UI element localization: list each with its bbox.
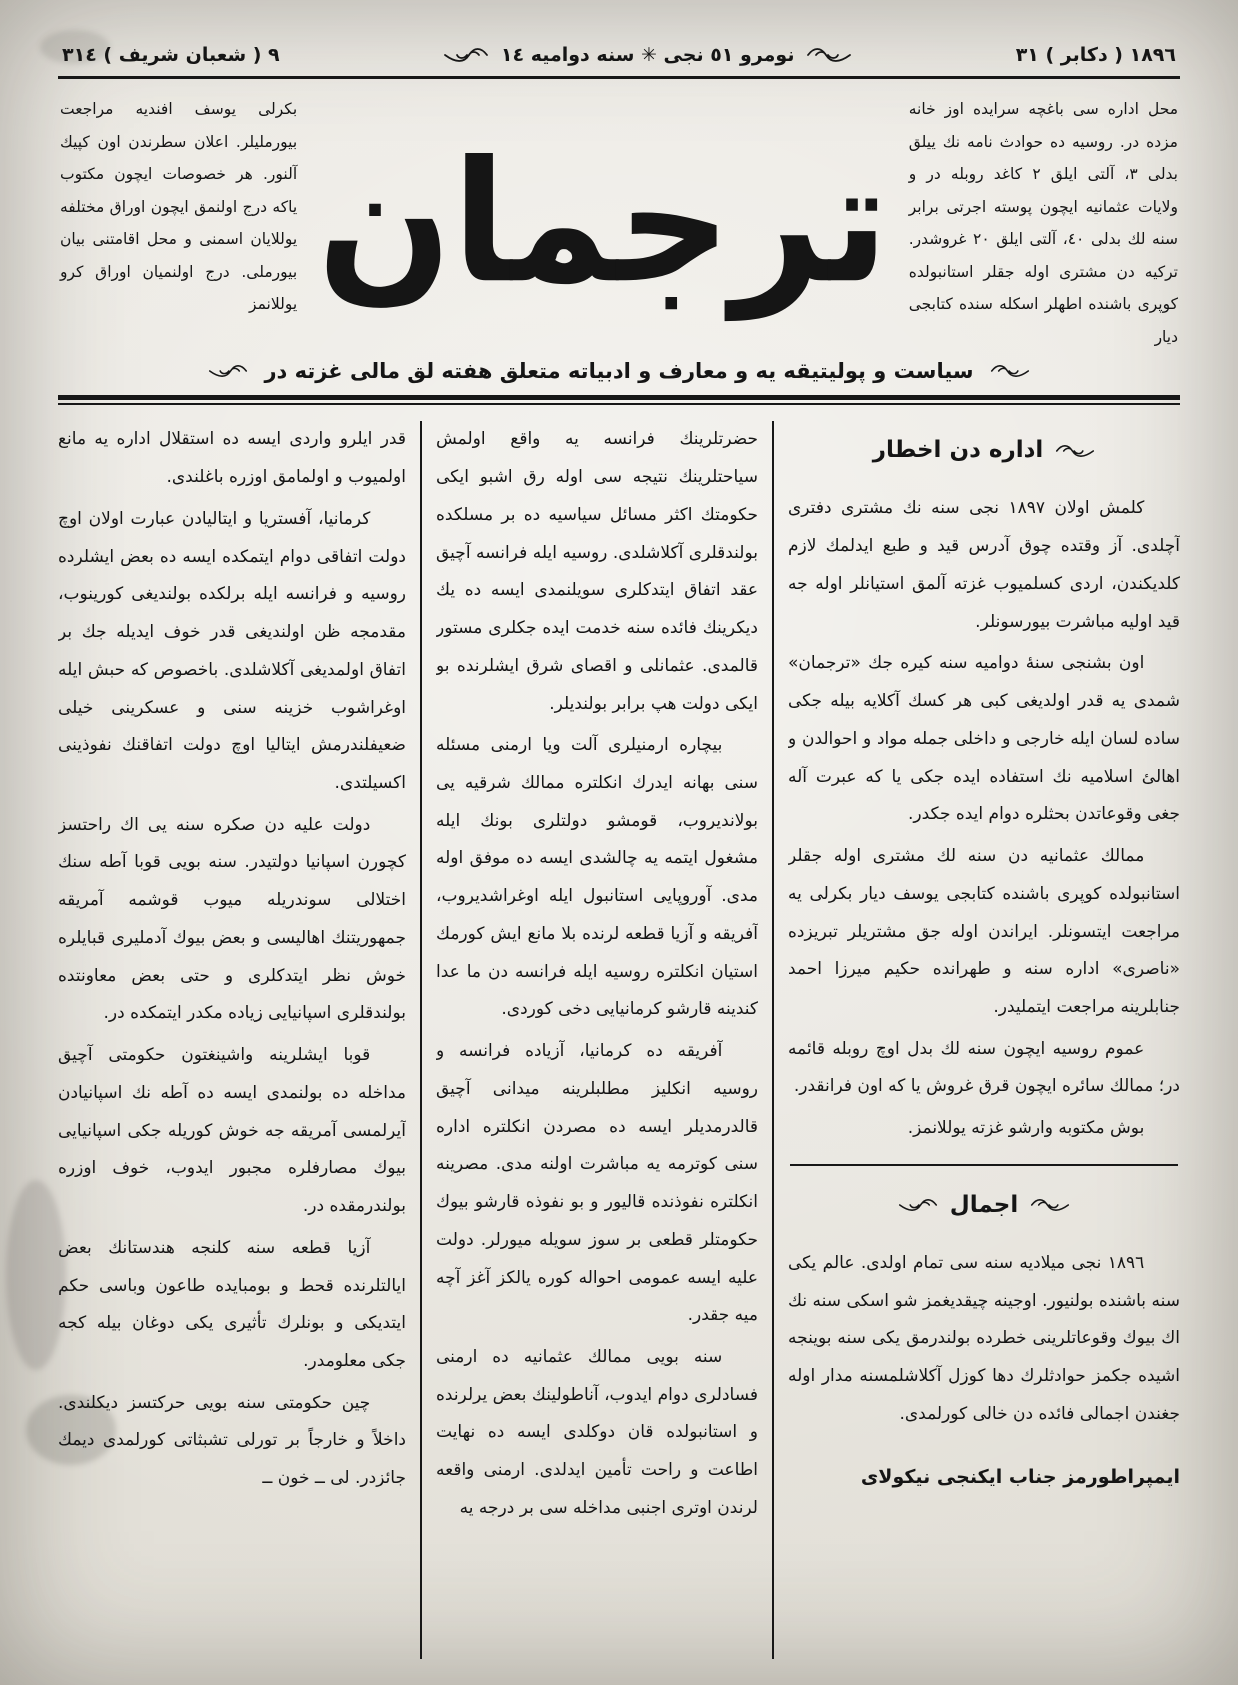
page-content [58,40,1180,1659]
body-paragraph: كلمش اولان ١٨٩٧ نجى سنه نك مشترى دفترى آچلدى. آز وقتده چوق آدرس قيد و طبع ايدلمك لازم كلديكندن، اردى كسلميوب غزته آلمق استيانلر اوله جه قيد اوليه مباشرت بيورسونلر. [788,498,1180,632]
flourish-icon [1055,443,1095,459]
body-paragraph: بوش مكتوبه وارشو غزته يوللانمز. [907,1118,1145,1139]
body-paragraph: آزيا قطعه سنه كلنجه هندستانك بعض ايالتلرنده قحط و بومبايده طاعون وباسى حكم ايتديكى و بونلرك تأثيرى يكى دوغان بيله كجه جكى معلومدر. [58,1237,406,1371]
flourish-icon [443,46,489,64]
issue-number-text: نومرو ٥١ نجى ✳ سنه دواميه ١٤ [500,44,795,66]
flourish-icon [208,363,248,379]
masthead-title-block [317,93,889,353]
body-paragraph: ممالك عثمانيه دن سنه لك مشترى اوله جقلر استانبولده كوپرى باشنده كتابجى يوسف ديار بكرلى يه مراجعت ايتسونلر. ايراندن اوله جق مشتريلر تبريزده «ناصرى» اداره سنه و طهرانده حكيم ميرزا احمد جنابلرينه مراجعت ايتمليدر. [788,846,1180,1017]
column-divider [772,421,774,1659]
section-heading-icmal [788,1180,1180,1231]
gregorian-date: ١٨٩٦ ( دكابر ) ٣١ [1015,44,1176,66]
section-heading-idare [788,425,1180,476]
body-columns [58,421,1180,1659]
scan-artifact [6,1180,66,1370]
body-paragraph: چين حكومتى سنه بويى حركتسز ديكلندى. داخلاً و خارجاً بر تورلى تشبثاتى كورلمدى ديمك جائزدر. لى ــ خون ــ [58,1392,406,1489]
flourish-icon [806,46,852,64]
section-title: اجمال [949,1191,1019,1218]
column-divider [420,421,422,1659]
subtitle-row [58,355,1180,395]
flourish-icon [1030,1197,1070,1213]
body-paragraph: دولت عليه دن صكره سنه يى اك راحتسز كچورن اسپانيا دولتيدر. سنه بويى قوبا آطه سنك اختلالى سوندريله ميوب قوشمه آمريقه جمهوريتنك اهاليسى و بعض بيوك آدمليرى قبايلره خوش نظر ايتدكلرى و حتى بعض معاونتده بولندقلرى اسپانيايى زياده مكدر ايتمكده در. [58,814,406,1024]
body-paragraph: قدر ايلرو واردى ايسه ده استقلال اداره يه مانع اولميوب و اولمامق اوزره باغلندى. [58,429,406,488]
body-paragraph: بيچاره ارمنيلرى آلت ويا ارمنى مسئله سنى بهانه ايدرك انكلتره ممالك شرقيه يى بولانديروب، قومشو دولتلرى بونك ايله مشغول ايتمه يه چالشدى ايسه ده موفق اوله مدى. آوروپايى استانبول ايله اوغراشديروب، آفريقه و آزيا قطعه لرنده بلا مانع ايش كورمك استيان انكلتره روسيه ايله فرانسه دن ما عدا كندينه قارشو كرمانيايى دخى كوردى. [436,735,758,1020]
body-paragraph: قوبا ايشلرينه واشينغتون حكومتى آچيق مداخله ده بولنمدى ايسه ده آطه نك اسپانيادن آيرلمسى آمريقه جه خوش كوريله جكى اسپانيايى بيوك مصارفلره مجبور ايدوب، خوف اوزره بولندرمقده در. [58,1045,406,1217]
column-center [436,421,758,1659]
body-paragraph: عموم روسيه ايچون سنه لك بدل اوچ روبله قائمه در؛ ممالك سائره ايچون قرق غروش يا كه اون فرانقدر. [788,1038,1180,1097]
body-paragraph: اون بشنجى سنهٔ دواميه سنه كيره جك «ترجمان» شمدى يه قدر اولديغى كبى هر كسك آكلايه بيله جكى ساده لسان ايله خارجى و داخلى جمله مواد و احوالدن و اهالئ اسلاميه نك استفاده ايده جكى يا كه عبرت آله جغى وقوعاتدن بحثلره دوام ايده جكدر. [788,653,1180,825]
section-divider [790,1164,1178,1166]
newspaper-title: ترجمان [317,125,889,321]
masthead [58,79,1180,355]
body-paragraph: آفريقه ده كرمانيا، آزياده فرانسه و روسيه انكليز مطلبلرينه ميدانى آچيق قالدرمديلر ايسه ده مصردن انكلتره اداره سنى كوترمه يه مباشرت اولنه مدى. مصرينه انكلتره نفوذنده قاليور و بو نفوذه قارشو بيوك حكومتلر قطعى بر سوز سويله ميورلر. دولت عليه ايسه عمومى احواله كوره يالكز آغز آچه ميه جقدر. [436,1041,758,1326]
body-paragraph: حضرتلرينك فرانسه يه واقع اولمش سياحتلرينك نتيجه سى اوله رق اشبو ايكى حكومتك اكثر مسائل سياسيه ده بر مسلكده بولندقلرى آكلاشلدى. روسيه ايله فرانسه آچيق عقد اتفاق ايتدكلرى سويلنمدى ايسه ده يك ديكرينك فائده سنه خدمت ايده جكلرى مستور قالمدى. عثمانلى و اقصاى شرق ايشلرنده بو ايكى دولت هپ برابر بولنديلر. [436,429,758,714]
column-left [58,421,406,1659]
column-right [788,421,1180,1659]
hijri-date: ٩ ( شعبان شريف ) ٣١٤ [62,44,280,66]
body-paragraph: كرمانيا، آفستريا و ايتاليادن عبارت اولان اوچ دولت اتفاقى دوام ايتمكده ايسه ده بعض ايشلرده روسيه و فرانسه ايله برلكده بولنديغى كورينوب، مقدمجه ظن اولنديغى قدر خوف ايديله جك بر اتفاق اولمديغى آكلاشلدى. باخصوص كه حبش ايله اوغراشوب خزينه سنى و عسكرينى خيلى ضعيفلندرمش ايتاليا اوچ دولت اتفاقنك نفوذينى اكسيلتدى. [58,508,406,793]
issue-number [443,44,853,66]
double-rule [58,395,1180,405]
subtitle-text: سياست و پوليتيقه يه و معارف و ادبياته متعلق هفته لق مالى غزته در [264,359,974,384]
date-header-row [58,40,1180,76]
body-paragraph: ١٨٩٦ نجى ميلاديه سنه سى تمام اولدى. عالم يكى سنه باشنده بولنيور. اوجينه چيقديغمز شو اسكى سنه نك اك بيوك وقوعاتلرينى خطرده بولندرمق يكى سنه بوينجه اشيده جكمز حوادثلرك دها كوزل آكلاشلمسنه مدار اوله جغندن اجمالى فائده دن خالى كورلمدى. [788,1252,1180,1424]
flourish-icon [898,1197,938,1213]
section-title: اداره دن اخطار [872,437,1044,464]
flourish-icon [990,363,1030,379]
body-paragraph: سنه بويى ممالك عثمانيه ده ارمنى فسادلرى دوام ايدوب، آناطولينك بعض يرلرنده و استانبولده قان دوكلدى ايسه ده نهايت اطاعت و راحت تأمين ايدلدى. ارمنى واقعه لرندن اوترى اجنبى مداخله سى بر درجه يه [436,1347,758,1518]
address-notice: محل اداره سى باغچه سرايده اوز خانه مزده در. روسيه ده حوادث نامه نك ييلق بدلى ٣، آلتى ايلق ٢ كاغد روبله در و ولايات عثمانيه ايچون پوسته اجرتى برابر سنه لك بدلى ٤٠، آلتى ايلق ٢٠ غروشدر. تركيه دن مشترى اوله جقلر استانبولده كوپرى باشنده اطهلر اسكله سنده كتابجى ديار [908,100,1178,346]
catchline: ايمپراطورمز جناب ايكنجى نيكولاى [860,1465,1180,1488]
submission-notice: بكرلى يوسف افنديه مراجعت بيورمليلر. اعلان سطرندن اون كپيك آلنور. هر خصوصات ايچون مكتوب ياكه درج اولنمق ايچون اوراق مختلفه يوللايان اسمنى و محل اقامتنى بيان بيورملى. درج اولنميان اوراق كرو يوللانمز [60,100,298,314]
